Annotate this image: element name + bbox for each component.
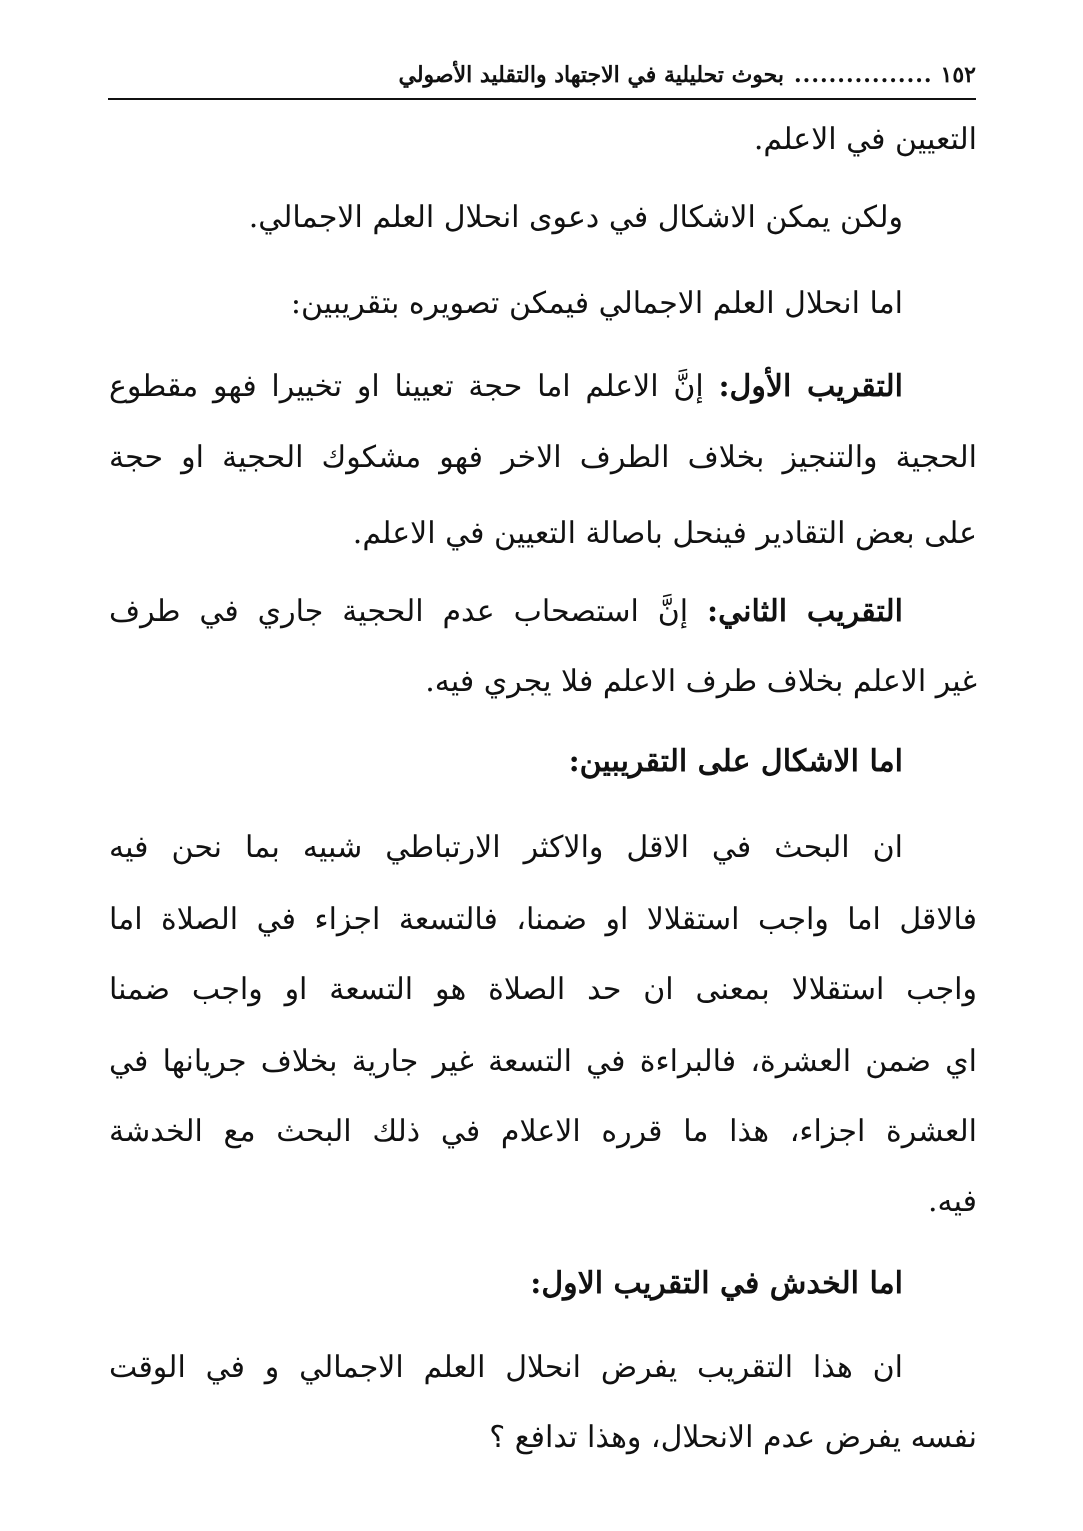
running-header xyxy=(108,52,976,100)
text-line: العشرة اجزاء، هذا ما قرره الاعلام في ذلك البحث مع الخدشة xyxy=(109,1114,977,1149)
approach-two-label: التقريب الثاني: xyxy=(707,594,903,629)
approach-one-label: التقريب الأول: xyxy=(718,369,904,404)
text-line: فالاقل اما واجب استقلالا او ضمنا، فالتسعة اجزاء في الصلاة اما xyxy=(109,902,977,937)
text-line: فيه. xyxy=(927,1184,977,1219)
text-line: اي ضمن العشرة، فالبراءة في التسعة غير جارية بخلاف جريانها في xyxy=(109,1044,977,1079)
text-line: نفسه يفرض عدم الانحلال، وهذا تدافع ؟ xyxy=(489,1420,977,1455)
text-line: ان هذا التقريب يفرض انحلال العلم الاجمالي و في الوقت xyxy=(109,1350,903,1385)
text-run: إنَّ الاعلم اما حجة تعيينا او تخييرا فهو مقطوع xyxy=(109,369,719,404)
text-line xyxy=(109,365,903,409)
section-heading: اما الاشكال على التقريبين: xyxy=(568,744,903,779)
text-line: اما انحلال العلم الاجمالي فيمكن تصويره بتقريبين: xyxy=(290,286,903,321)
text-line: على بعض التقادير فينحل باصالة التعيين في الاعلم. xyxy=(352,516,977,551)
page-number: ١٥٢ xyxy=(940,62,976,88)
text-line: غير الاعلم بخلاف طرف الاعلم فلا يجري فيه. xyxy=(425,664,977,699)
header-leader-dots: ................ xyxy=(794,62,933,88)
text-line: الحجية والتنجيز بخلاف الطرف الاخر فهو مشكوك الحجية او حجة xyxy=(109,440,977,475)
text-line: ان البحث في الاقل والاكثر الارتباطي شبيه بما نحن فيه xyxy=(109,830,903,865)
book-title: بحوث تحليلية في الاجتهاد والتقليد الأصولي xyxy=(398,62,784,88)
text-line: ولكن يمكن الاشكال في دعوى انحلال العلم الاجمالي. xyxy=(248,200,903,235)
section-heading: اما الخدش في التقريب الاول: xyxy=(530,1266,903,1301)
text-run: إنَّ استصحاب عدم الحجية جاري في طرف xyxy=(109,594,708,629)
text-line: واجب استقلالا بمعنى ان حد الصلاة هو التسعة او واجب ضمنا xyxy=(109,972,977,1007)
text-line xyxy=(109,590,903,634)
text-line: التعيين في الاعلم. xyxy=(753,122,977,157)
